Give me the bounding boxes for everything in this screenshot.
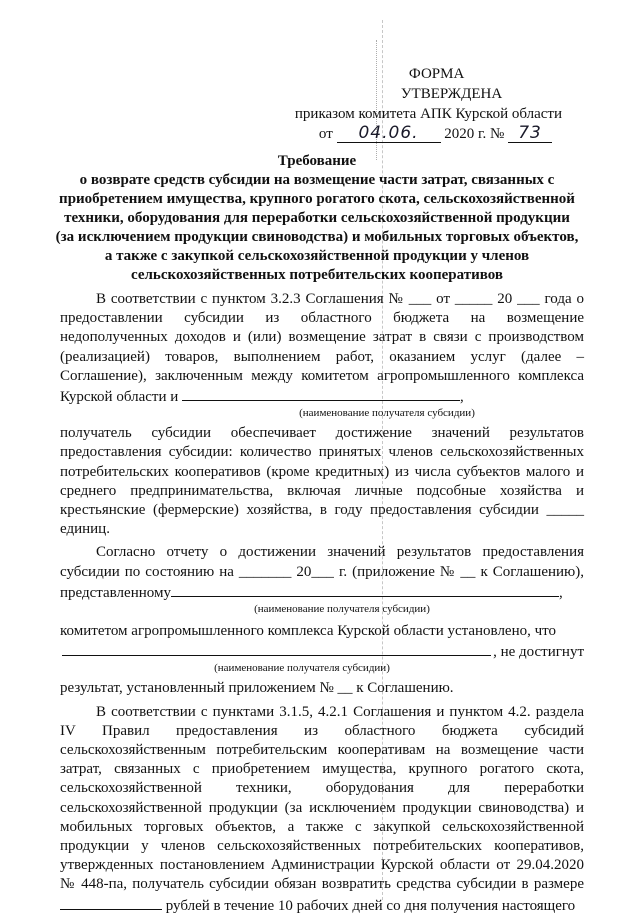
- order-number-field: [508, 125, 552, 143]
- from-label: от: [318, 126, 333, 142]
- paragraph-results: получатель субсидии обеспечивает достижение значений результатов предоставления субсидии: количество принятых членов сельскохозяйственных потребительских кооперативов (кроме кредитных) из числа субъектов малого и среднего предпринимательства, включая личные подсобные хозяйства и крестьянские (фермерские) хозяйства, в году предоставления субсидии _____ единиц.: [60, 425, 584, 538]
- order-text: приказом комитета АПК Курской области: [294, 106, 562, 122]
- recipient-name-blank: [182, 386, 460, 401]
- amount-blank: [60, 895, 162, 910]
- comma: ,: [460, 389, 464, 406]
- not-achieved-text: , не достигнут: [493, 644, 584, 661]
- comma: ,: [558, 584, 563, 601]
- order-date-field: [337, 125, 441, 143]
- title-line: техники, оборудования для переработки сельскохозяйственной продукции: [64, 210, 570, 226]
- title-heading: Требование: [277, 153, 357, 169]
- recipient-name-blank-3: [62, 641, 491, 656]
- title-line: сельскохозяйственных потребительских кооперативов: [131, 267, 503, 283]
- title-line: о возврате средств субсидии на возмещение части затрат, связанных с: [79, 172, 555, 188]
- recipient-name-blank-2: [171, 582, 559, 597]
- paragraph-obligation: [60, 703, 584, 916]
- order-date-line: [295, 124, 562, 144]
- paragraph-obligation-end: рублей в течение 10 рабочих дней со дня получения настоящего: [165, 897, 576, 914]
- paragraph-report-text: Согласно отчету о достижении значений результатов предоставления субсидии по состоянию на _______ 20___ г. (приложение № __ к Соглашению), представленному: [60, 544, 584, 601]
- title-line: а также с закупкой сельскохозяйственной продукции у членов: [104, 248, 530, 264]
- approved-label: УТВЕРЖДЕНА: [400, 86, 503, 102]
- not-achieved-line: [60, 641, 584, 662]
- document-body: [60, 290, 584, 916]
- paragraph-report: [60, 543, 584, 603]
- paragraph-committee: комитетом агропромышленного комплекса Курской области установлено, что: [60, 623, 557, 640]
- handwritten-date: 04.06.: [358, 123, 419, 143]
- title-line: (за исключением продукции свиноводства) и мобильных торговых объектов,: [55, 229, 579, 245]
- paragraph-result: результат, установленный приложением № __ к Соглашению.: [60, 680, 454, 697]
- title-line: приобретением имущества, крупного рогатого скота, сельскохозяйственной: [59, 191, 575, 207]
- form-label: ФОРМА: [408, 66, 465, 82]
- handwritten-number: 73: [518, 123, 542, 143]
- caption-recipient-1: (наименование получателя субсидии): [299, 407, 475, 420]
- paragraph-obligation-text: В соответствии с пунктами 3.1.5, 4.2.1 Соглашения и пунктом 4.2. раздела IV Правил предоставления из областного бюджета субсидий сельскохозяйственным потребительским кооперативам на возмещение части затрат, связанных с приобретением имущества, крупного рогатого скота, сельскохозяйственной техники, оборудования для переработки сельскохозяйственной продукции (за исключением продукции свиноводства) и мобильных торговых объектов, а также с закупкой сельскохозяйственной продукции у членов сельскохозяйственных потребительских кооперативов, утвержденных постановлением Администрации Курской области от 29.04.2020 № 448-па, получатель субсидии обязан возвратить средства субсидии в размере: [60, 703, 584, 893]
- caption-recipient-2: (наименование получателя субсидии): [254, 603, 430, 616]
- approval-block: [295, 64, 562, 144]
- caption-recipient-3: (наименование получателя субсидии): [214, 662, 390, 675]
- order-year-label: 2020 г. №: [444, 126, 505, 142]
- paragraph-agreement: [60, 290, 584, 407]
- paragraph-agreement-text: В соответствии с пунктом 3.2.3 Соглашения № ___ от _____ 20 ___ года о предоставлении субсидии из областного бюджета на возмещение недополученных доходов и (или) возмещение затрат в связи с производством (реализацией) товаров, выполнением работ, оказанием услуг (далее – Соглашение), заключенным между комитетом агропромышленного комплекса Курской области и: [60, 291, 584, 406]
- document-title: [50, 152, 584, 285]
